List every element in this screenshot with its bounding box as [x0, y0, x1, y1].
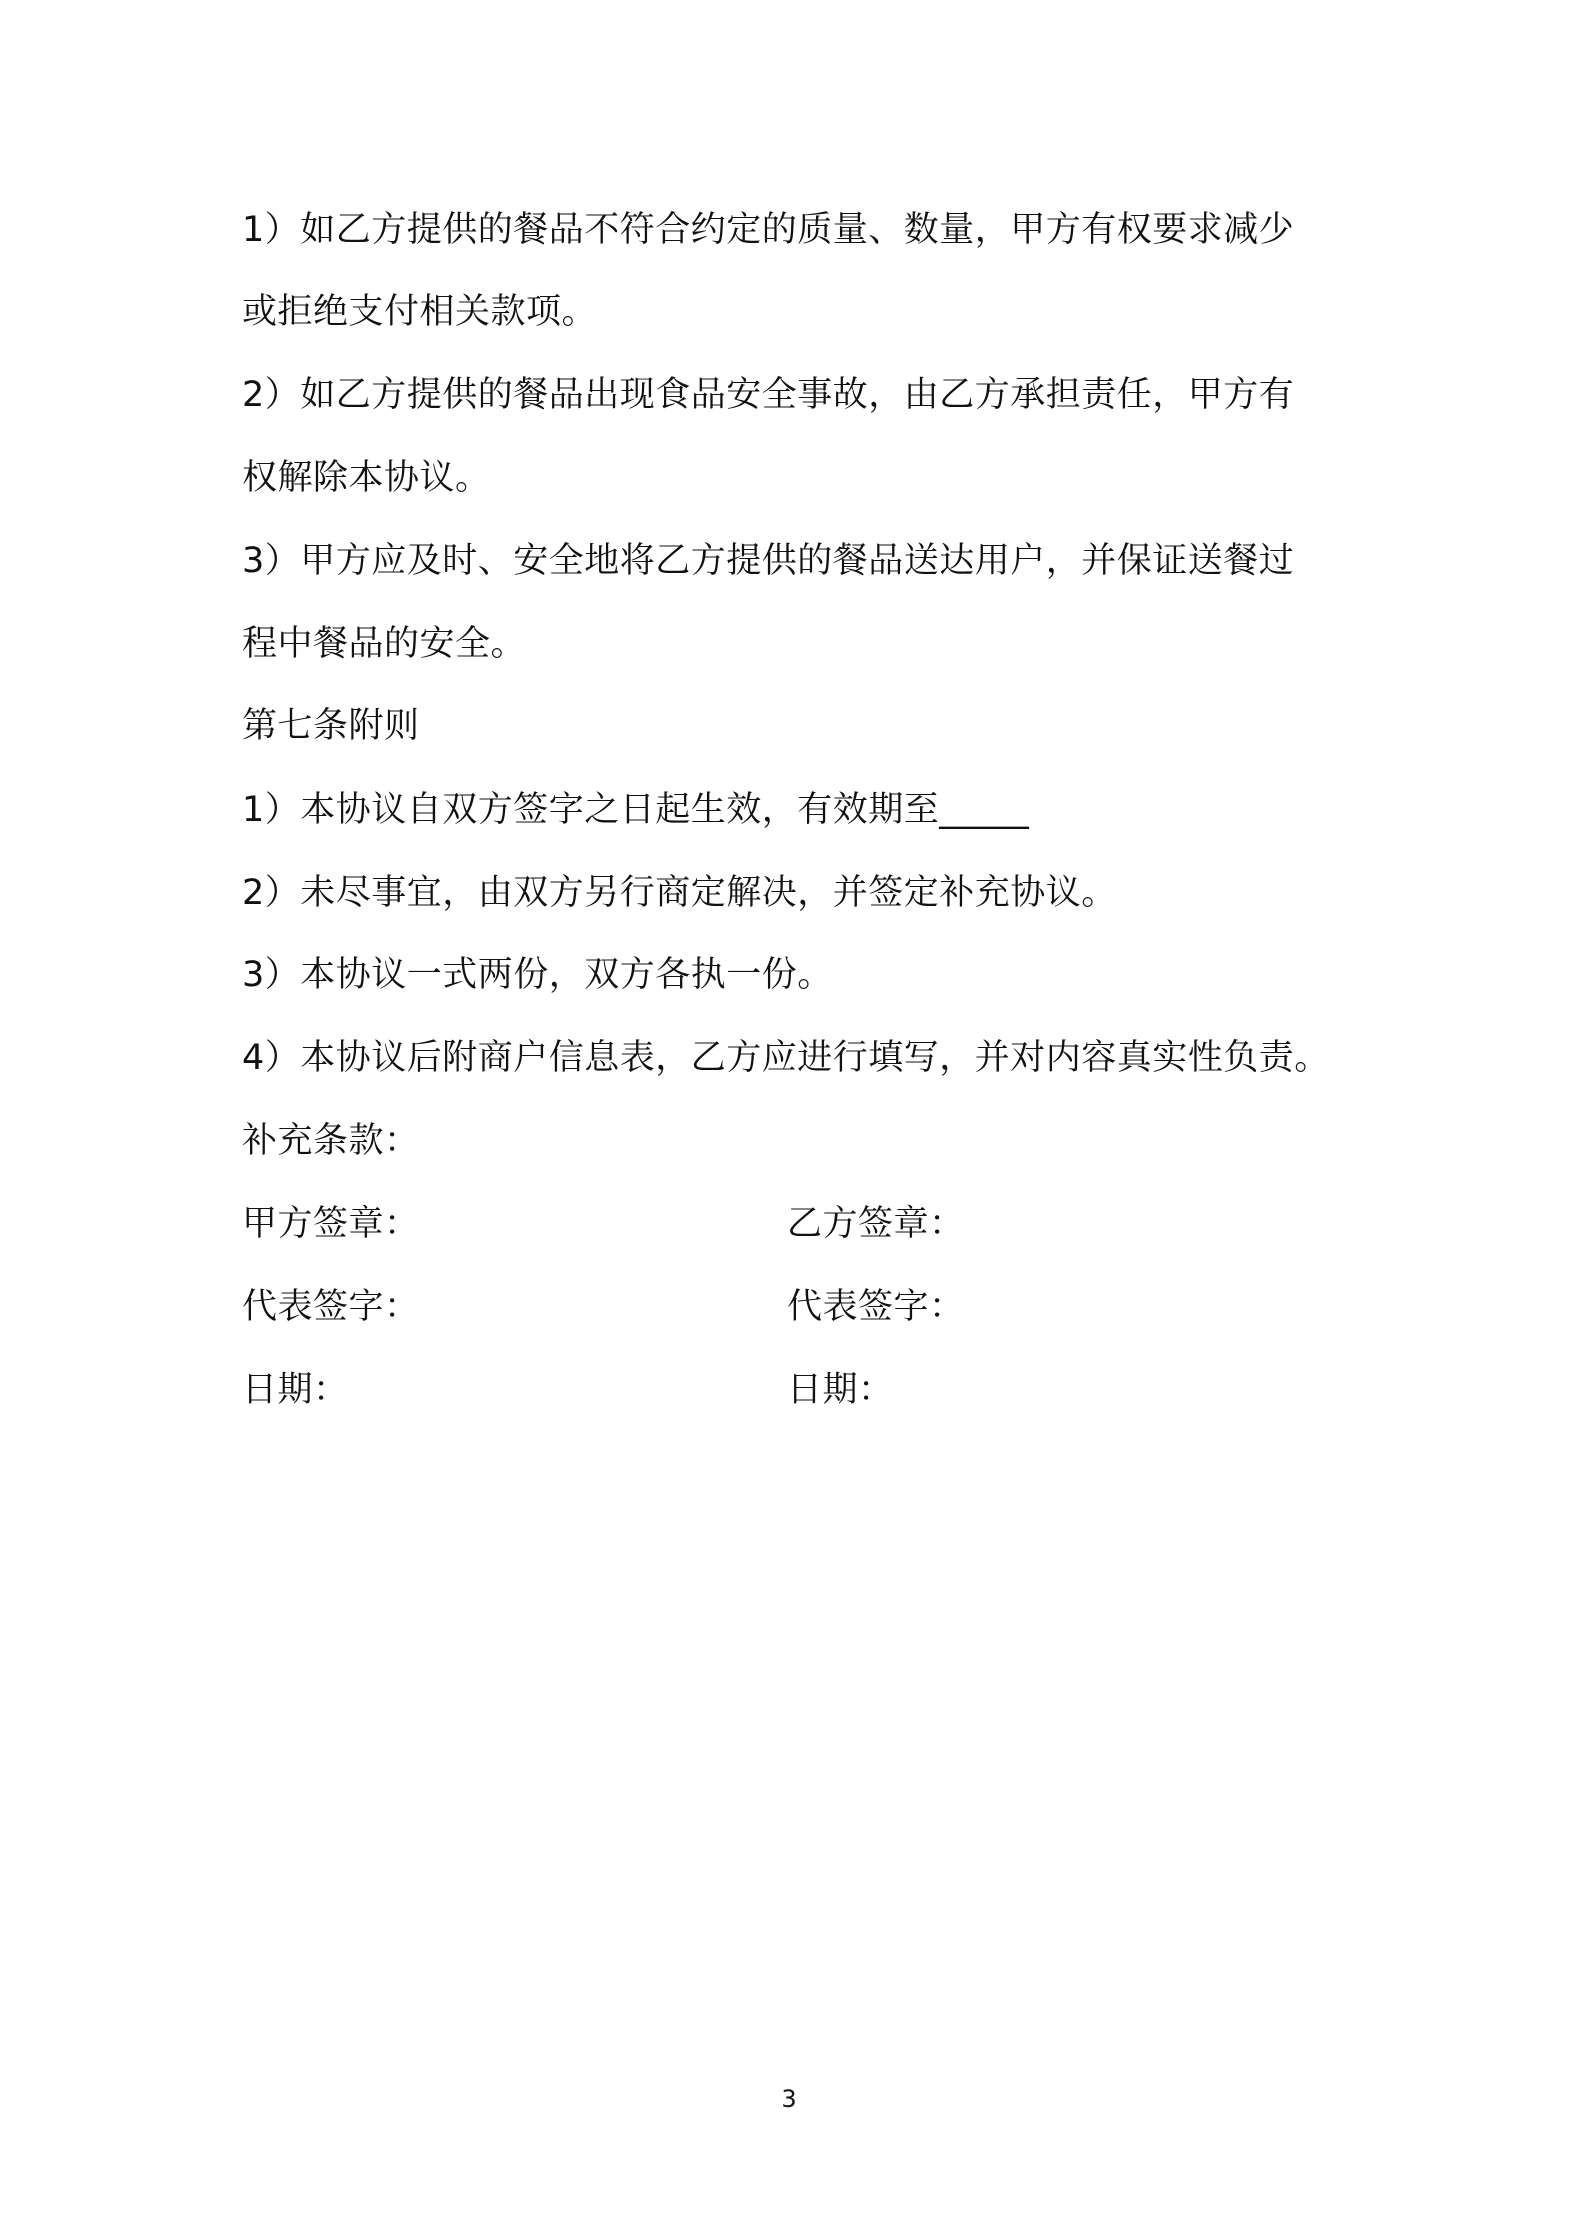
party-b-seal-label: 乙方签章：: [787, 1204, 965, 1244]
clause-6-3-line-1: 3）甲方应及时、安全地将乙方提供的餐品送达用户，并保证送餐过: [242, 541, 1295, 581]
clause-6-1-line-2: 或拒绝支付相关款项。: [242, 292, 598, 332]
clause-6-3-line-2: 程中餐品的安全。: [242, 624, 527, 664]
party-a-representative-label: 代表签字：: [242, 1287, 420, 1327]
clause-6-2-line-1: 2）如乙方提供的餐品出现食品安全事故，由乙方承担责任，甲方有: [242, 375, 1295, 415]
article-7-item-2: 2）未尽事宜，由双方另行商定解决，并签定补充协议。: [242, 873, 1117, 913]
article-7-heading: 第七条附则: [242, 706, 420, 746]
clause-6-1-line-1: 1）如乙方提供的餐品不符合约定的质量、数量，甲方有权要求减少: [242, 210, 1295, 250]
article-7-item-3: 3）本协议一式两份，双方各执一份。: [242, 955, 833, 995]
party-a-date-label: 日期：: [242, 1370, 349, 1410]
page-number: 3: [781, 2085, 797, 2113]
clause-6-2-line-2: 权解除本协议。: [242, 458, 491, 498]
party-b-date-label: 日期：: [787, 1370, 894, 1410]
supplementary-terms-label: 补充条款：: [242, 1121, 420, 1161]
party-b-representative-label: 代表签字：: [787, 1287, 965, 1327]
article-7-item-4: 4）本协议后附商户信息表，乙方应进行填写，并对内容真实性负责。: [242, 1038, 1330, 1078]
article-7-item-1: 1）本协议自双方签字之日起生效，有效期至_____: [242, 790, 1030, 830]
party-a-seal-label: 甲方签章：: [242, 1204, 420, 1244]
